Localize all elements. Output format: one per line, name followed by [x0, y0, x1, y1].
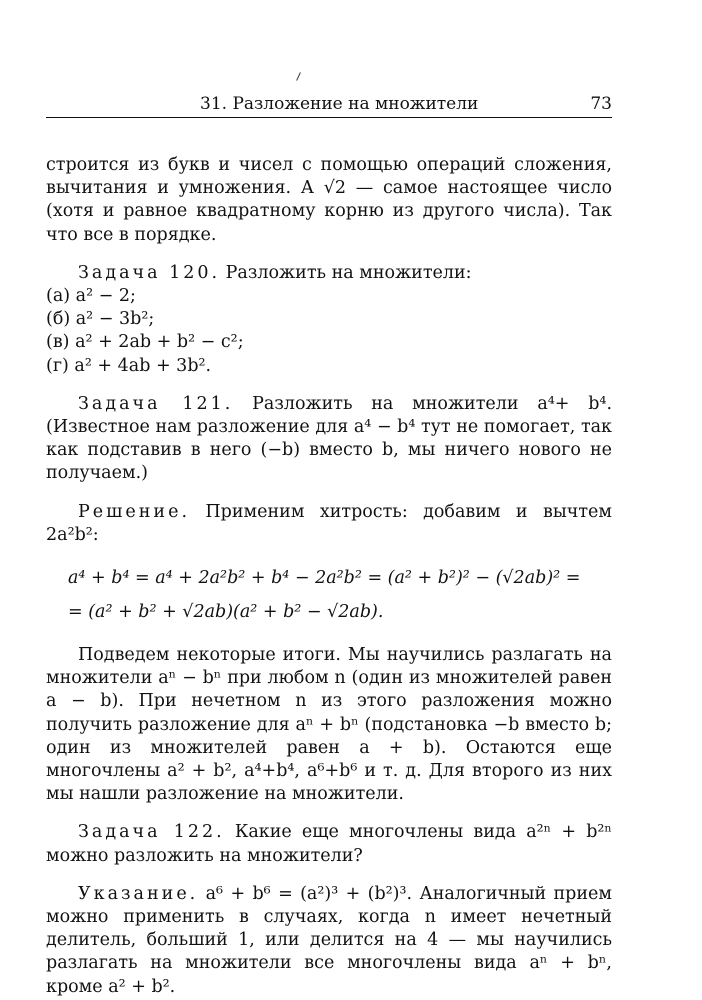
solution-text: Применим хитрость: добавим и вычтем 2a²b²:: [46, 501, 612, 545]
page-number: 73: [590, 94, 612, 114]
problem-122-text: Какие еще многочлены вида a²ⁿ + b²ⁿ можно разложить на множители?: [46, 822, 612, 866]
problem-121-text: Разложить на множители a⁴+ b⁴. (Известное нам разложение для a⁴ − b⁴ тут не помогает, так как подставив в него (−b) вместо b, мы ничего нового не получаем.): [46, 393, 613, 484]
stray-mark: [296, 72, 301, 81]
problem-122: [46, 821, 612, 867]
formula-line-2: = (a² + b² + √2ab)(a² + b² − √2ab).: [68, 602, 384, 623]
page-body: [46, 154, 612, 999]
summary: [46, 644, 612, 806]
intro-paragraph: строится из букв и чисел с помощью операций сложения, вычитания и умножения. А √2 — самое настоящее число (хотя и равное квадратному корню из другого числа). Так что все в порядке.: [46, 155, 612, 245]
section-title: 31. Разложение на множители: [200, 94, 479, 114]
formula-line-1: a⁴ + b⁴ = a⁴ + 2a²b² + b⁴ − 2a²b² = (a² + b²)² − (√2ab)² =: [68, 568, 581, 589]
list-item: (б) a² − 3b²;: [46, 309, 155, 330]
list-item: (в) a² + 2ab + b² − c²;: [46, 332, 244, 353]
problem-120-text: Разложить на множители:: [225, 262, 472, 283]
problem-120-items: [46, 285, 612, 378]
hint: [46, 883, 612, 999]
problem-122-label: Задача 122.: [78, 822, 225, 843]
running-header: [46, 92, 612, 118]
list-item: (г) a² + 4ab + 3b².: [46, 355, 212, 376]
problem-120: [46, 262, 612, 378]
summary-paragraph: Подведем некоторые итоги. Мы научились разлагать на множители aⁿ − bⁿ при любом n (один из множителей равен a − b). При нечетном n из этого разложения можно получить разложение для aⁿ + bⁿ (подстановка −b вместо b; один из множителей равен a + b). Остаются еще многочлены a² + b², a⁴+b⁴, a⁶+b⁶ и т. д. Для второго из них мы нашли разложение на множители.: [46, 645, 612, 805]
list-item: (а) a² − 2;: [46, 286, 136, 307]
solution-label: Решение.: [78, 501, 191, 522]
hint-text: a⁶ + b⁶ = (a²)³ + (b²)³. Аналогичный прием можно применить в случаях, когда n имеет нечетный делитель, больший 1, или делится на 4 — мы научились разлагать на множители все многочлены вида aⁿ + bⁿ, кроме a² + b².: [46, 883, 612, 997]
problem-120-label: Задача 120.: [78, 262, 221, 283]
solution: [46, 501, 612, 629]
header-rule: [46, 117, 612, 118]
display-formula: [46, 561, 612, 629]
hint-label: Указание.: [78, 883, 199, 904]
problem-121: [46, 393, 612, 486]
problem-121-label: Задача 121.: [78, 393, 234, 414]
